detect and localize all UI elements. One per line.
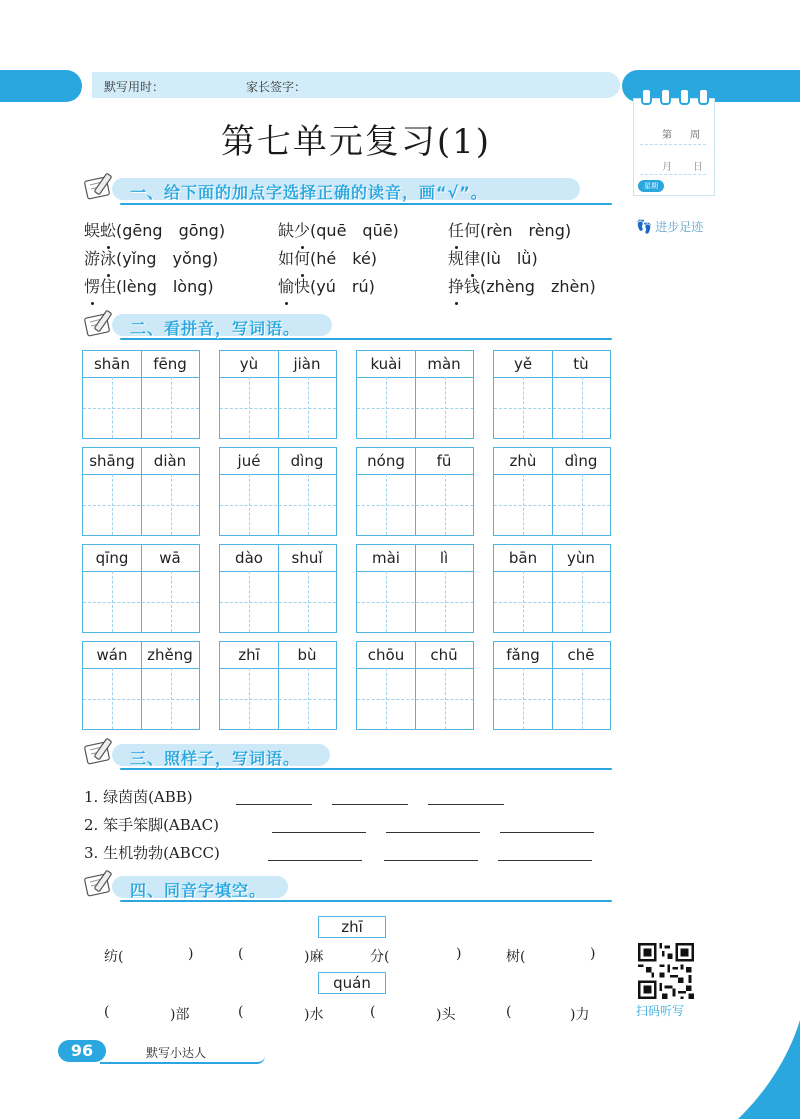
answer-line[interactable] <box>386 832 480 833</box>
pinyin-syllable: qīng <box>95 549 129 567</box>
pinyin-syllable: diàn <box>153 452 187 470</box>
pronunciation-item[interactable] <box>278 274 375 297</box>
pinyin-syllable: mài <box>372 549 400 567</box>
pronunciation-item[interactable] <box>448 218 571 241</box>
grid-guide-line <box>249 377 250 438</box>
pronunciation-item[interactable] <box>278 246 377 269</box>
word-writing-box[interactable] <box>356 641 474 730</box>
pinyin-syllable: zhù <box>509 452 537 470</box>
pinyin-syllable: dào <box>235 549 263 567</box>
grid-guide-line <box>357 699 473 700</box>
pinyin-syllable: dìng <box>564 452 598 470</box>
pinyin-syllable: kuài <box>370 355 402 373</box>
answer-line[interactable] <box>272 832 366 833</box>
grid-guide-line <box>308 377 309 438</box>
calendar-month-label: 月 <box>662 162 672 173</box>
grid-guide-line <box>386 474 387 535</box>
grid-guide-line <box>494 602 610 603</box>
pinyin-options: (lèng lòng) <box>116 277 214 296</box>
blank-text: ) <box>456 946 462 962</box>
grid-guide-line <box>357 602 473 603</box>
word-writing-box[interactable] <box>219 447 337 536</box>
dotted-character: 愣 <box>84 274 100 297</box>
blank-text: ) <box>590 946 596 962</box>
pinyin-options: (zhèng zhèn) <box>480 277 596 296</box>
calendar-ring-icon <box>641 88 652 105</box>
blank-text: ( <box>370 1004 376 1020</box>
word-character: 钱 <box>464 277 481 296</box>
dotted-character: 任 <box>448 218 464 241</box>
section-1-underline <box>120 203 612 205</box>
progress-footprints <box>636 218 703 235</box>
pinyin-syllable: chū <box>430 646 458 664</box>
grid-guide-line <box>112 571 113 632</box>
grid-guide-line <box>523 668 524 729</box>
dotted-character: 愉 <box>278 274 294 297</box>
grid-guide-line <box>386 377 387 438</box>
dotted-character: 少 <box>294 218 310 241</box>
footprints-icon: 👣 <box>636 220 653 235</box>
word-writing-box[interactable] <box>493 447 611 536</box>
grid-guide-line <box>494 699 610 700</box>
grid-guide-line <box>494 408 610 409</box>
answer-line[interactable] <box>500 832 594 833</box>
pinyin-syllable: dìng <box>290 452 324 470</box>
blank-text: )头 <box>436 1007 456 1023</box>
scan-to-listen-label: 扫码听写 <box>636 1004 685 1018</box>
word-character: 住 <box>100 277 117 296</box>
grid-guide-line <box>415 545 416 632</box>
blank-text: )水 <box>304 1007 324 1023</box>
grid-guide-line <box>308 668 309 729</box>
pinyin-options: (yú rú) <box>310 277 375 296</box>
page-number: 96 <box>58 1040 106 1062</box>
word-writing-box[interactable] <box>219 641 337 730</box>
word-character: 蜈 <box>84 221 101 240</box>
word-character: 游 <box>84 249 101 268</box>
grid-guide-line <box>582 474 583 535</box>
pinyin-syllable: nóng <box>367 452 405 470</box>
pinyin-options: (yǐng yǒng) <box>116 249 219 268</box>
section-4-header: 四、同音字填空。 <box>130 881 267 900</box>
qr-code-icon[interactable] <box>638 943 694 999</box>
section-1-header: 一、给下面的加点字选择正确的读音，画“√”。 <box>130 183 488 202</box>
grid-guide-line <box>582 668 583 729</box>
parent-signature-label: 家长签字： <box>246 80 307 94</box>
grid-guide-line <box>523 377 524 438</box>
pinyin-syllable: màn <box>427 355 461 373</box>
answer-line[interactable] <box>498 860 592 861</box>
word-writing-box[interactable] <box>82 447 200 536</box>
word-writing-box[interactable] <box>82 544 200 633</box>
abac-example: 2. 笨手笨脚(ABAC) <box>84 816 219 834</box>
pinyin-syllable: jiàn <box>293 355 321 373</box>
grid-guide-line <box>415 351 416 438</box>
grid-guide-line <box>523 474 524 535</box>
pinyin-options: (quē qūē) <box>310 221 399 240</box>
grid-guide-line <box>357 505 473 506</box>
pinyin-options: (hé ké) <box>310 249 378 268</box>
grid-guide-line <box>171 571 172 632</box>
calendar-ring-icon <box>660 88 671 105</box>
calendar-week-prefix: 第 <box>662 130 672 141</box>
pinyin-syllable: fǎng <box>506 646 540 664</box>
word-character: 何 <box>464 221 481 240</box>
pronunciation-item[interactable] <box>84 218 225 241</box>
grid-guide-line <box>582 377 583 438</box>
grid-guide-line <box>249 571 250 632</box>
pinyin-syllable: shuǐ <box>291 549 323 567</box>
grid-guide-line <box>83 602 199 603</box>
dotted-character: 蚣 <box>100 218 116 241</box>
abb-example: 1. 绿茵茵(ABB) <box>84 788 193 806</box>
dotted-character: 挣 <box>448 274 464 297</box>
grid-guide-line <box>552 351 553 438</box>
word-writing-box[interactable] <box>219 350 337 439</box>
grid-guide-line <box>220 505 336 506</box>
calendar-line <box>640 174 706 175</box>
grid-guide-line <box>141 351 142 438</box>
grid-guide-line <box>112 668 113 729</box>
blank-text: )部 <box>170 1007 190 1023</box>
calendar-ring-icon <box>679 88 690 105</box>
dotted-character: 律 <box>464 246 480 269</box>
word-character: 规 <box>448 249 465 268</box>
word-writing-box[interactable] <box>493 641 611 730</box>
grid-guide-line <box>278 351 279 438</box>
pinyin-options: (rèn rèng) <box>480 221 572 240</box>
grid-guide-line <box>552 642 553 729</box>
grid-guide-line <box>171 668 172 729</box>
abcc-example: 3. 生机勃勃(ABCC) <box>84 844 220 862</box>
pronunciation-item[interactable] <box>84 246 218 269</box>
pinyin-syllable: jué <box>237 452 261 470</box>
answer-line[interactable] <box>268 860 362 861</box>
header-bar <box>92 72 620 98</box>
grid-guide-line <box>357 408 473 409</box>
pinyin-syllable: chōu <box>367 646 405 664</box>
grid-guide-line <box>141 642 142 729</box>
pinyin-prompt-quan: quán <box>318 972 386 994</box>
calendar-week-suffix: 周 <box>690 130 700 141</box>
pinyin-syllable: yě <box>513 355 533 373</box>
answer-line[interactable] <box>236 804 312 805</box>
grid-guide-line <box>415 642 416 729</box>
grid-guide-line <box>112 377 113 438</box>
page-title: 第七单元复习(1) <box>220 122 492 162</box>
blank-text: 分( <box>370 949 390 965</box>
grid-guide-line <box>445 571 446 632</box>
pinyin-syllable: zhěng <box>147 646 193 664</box>
answer-line[interactable] <box>384 860 478 861</box>
pinyin-syllable: chē <box>567 646 595 664</box>
dotted-character: 泳 <box>100 246 116 269</box>
word-writing-box[interactable] <box>493 350 611 439</box>
word-character: 如 <box>278 249 295 268</box>
calendar-ring-icon <box>698 88 709 105</box>
answer-line[interactable] <box>428 804 504 805</box>
grid-guide-line <box>83 699 199 700</box>
pinyin-prompt-zhi: zhī <box>318 916 386 938</box>
blank-text: )麻 <box>304 949 324 965</box>
progress-label: 进步足迹 <box>655 220 704 234</box>
pinyin-syllable: tù <box>573 355 589 373</box>
word-character: 快 <box>294 277 311 296</box>
word-writing-box[interactable] <box>356 350 474 439</box>
blank-text: )力 <box>570 1007 590 1023</box>
grid-guide-line <box>278 448 279 535</box>
grid-guide-line <box>220 602 336 603</box>
grid-guide-line <box>445 668 446 729</box>
weekday-badge: 星期 <box>638 180 664 192</box>
grid-guide-line <box>141 448 142 535</box>
calendar-day-label: 日 <box>693 162 703 173</box>
grid-guide-line <box>445 474 446 535</box>
grid-guide-line <box>523 571 524 632</box>
word-writing-box[interactable] <box>219 544 337 633</box>
blank-text: 树( <box>506 949 526 965</box>
grid-guide-line <box>278 642 279 729</box>
grid-guide-line <box>83 505 199 506</box>
pinyin-syllable: zhī <box>238 646 260 664</box>
answer-line[interactable] <box>332 804 408 805</box>
pinyin-syllable: shān <box>93 355 131 373</box>
pronunciation-item[interactable] <box>448 274 596 297</box>
dotted-character: 何 <box>294 246 310 269</box>
grid-guide-line <box>278 545 279 632</box>
pinyin-syllable: bù <box>297 646 317 664</box>
word-writing-box[interactable] <box>82 350 200 439</box>
page-corner-decoration <box>738 1020 800 1119</box>
pinyin-syllable: shāng <box>89 452 135 470</box>
pronunciation-item[interactable] <box>84 274 214 297</box>
section-2-header: 二、看拼音，写词语。 <box>130 319 301 338</box>
grid-guide-line <box>83 408 199 409</box>
pinyin-syllable: lì <box>439 549 449 567</box>
word-writing-box[interactable] <box>356 447 474 536</box>
grid-guide-line <box>220 408 336 409</box>
pinyin-syllable: fēng <box>153 355 187 373</box>
word-character: 缺 <box>278 221 295 240</box>
pinyin-options: (gēng gōng) <box>116 221 226 240</box>
grid-guide-line <box>445 377 446 438</box>
pinyin-syllable: yù <box>239 355 259 373</box>
grid-guide-line <box>171 474 172 535</box>
word-writing-box[interactable] <box>356 544 474 633</box>
word-writing-box[interactable] <box>82 641 200 730</box>
pronunciation-item[interactable] <box>278 218 399 241</box>
blank-text: 纺( <box>104 949 124 965</box>
pronunciation-item[interactable] <box>448 246 538 269</box>
blank-text: ( <box>506 1004 512 1020</box>
blank-text: ( <box>238 1004 244 1020</box>
grid-guide-line <box>220 699 336 700</box>
pinyin-syllable: wán <box>96 646 128 664</box>
grid-guide-line <box>494 505 610 506</box>
section-3-header: 三、照样子，写词语。 <box>130 749 301 768</box>
blank-text: ) <box>188 946 194 962</box>
word-writing-box[interactable] <box>493 544 611 633</box>
grid-guide-line <box>415 448 416 535</box>
grid-guide-line <box>249 474 250 535</box>
pinyin-options: (lù lǜ) <box>480 249 538 268</box>
grid-guide-line <box>552 545 553 632</box>
pinyin-syllable: wā <box>159 549 181 567</box>
pinyin-syllable: fū <box>436 452 452 470</box>
grid-guide-line <box>141 545 142 632</box>
blank-text: ( <box>104 1004 110 1020</box>
pinyin-syllable: yùn <box>567 549 595 567</box>
grid-guide-line <box>171 377 172 438</box>
grid-guide-line <box>386 668 387 729</box>
book-title: 默写小达人 <box>146 1046 207 1060</box>
grid-guide-line <box>249 668 250 729</box>
grid-guide-line <box>582 571 583 632</box>
blank-text: ( <box>238 946 244 962</box>
grid-guide-line <box>308 474 309 535</box>
grid-guide-line <box>386 571 387 632</box>
grid-guide-line <box>552 448 553 535</box>
grid-guide-line <box>308 571 309 632</box>
pinyin-syllable: bān <box>508 549 538 567</box>
grid-guide-line <box>112 474 113 535</box>
header-left-tab <box>0 70 82 102</box>
dictation-time-label: 默写用时： <box>104 80 165 94</box>
